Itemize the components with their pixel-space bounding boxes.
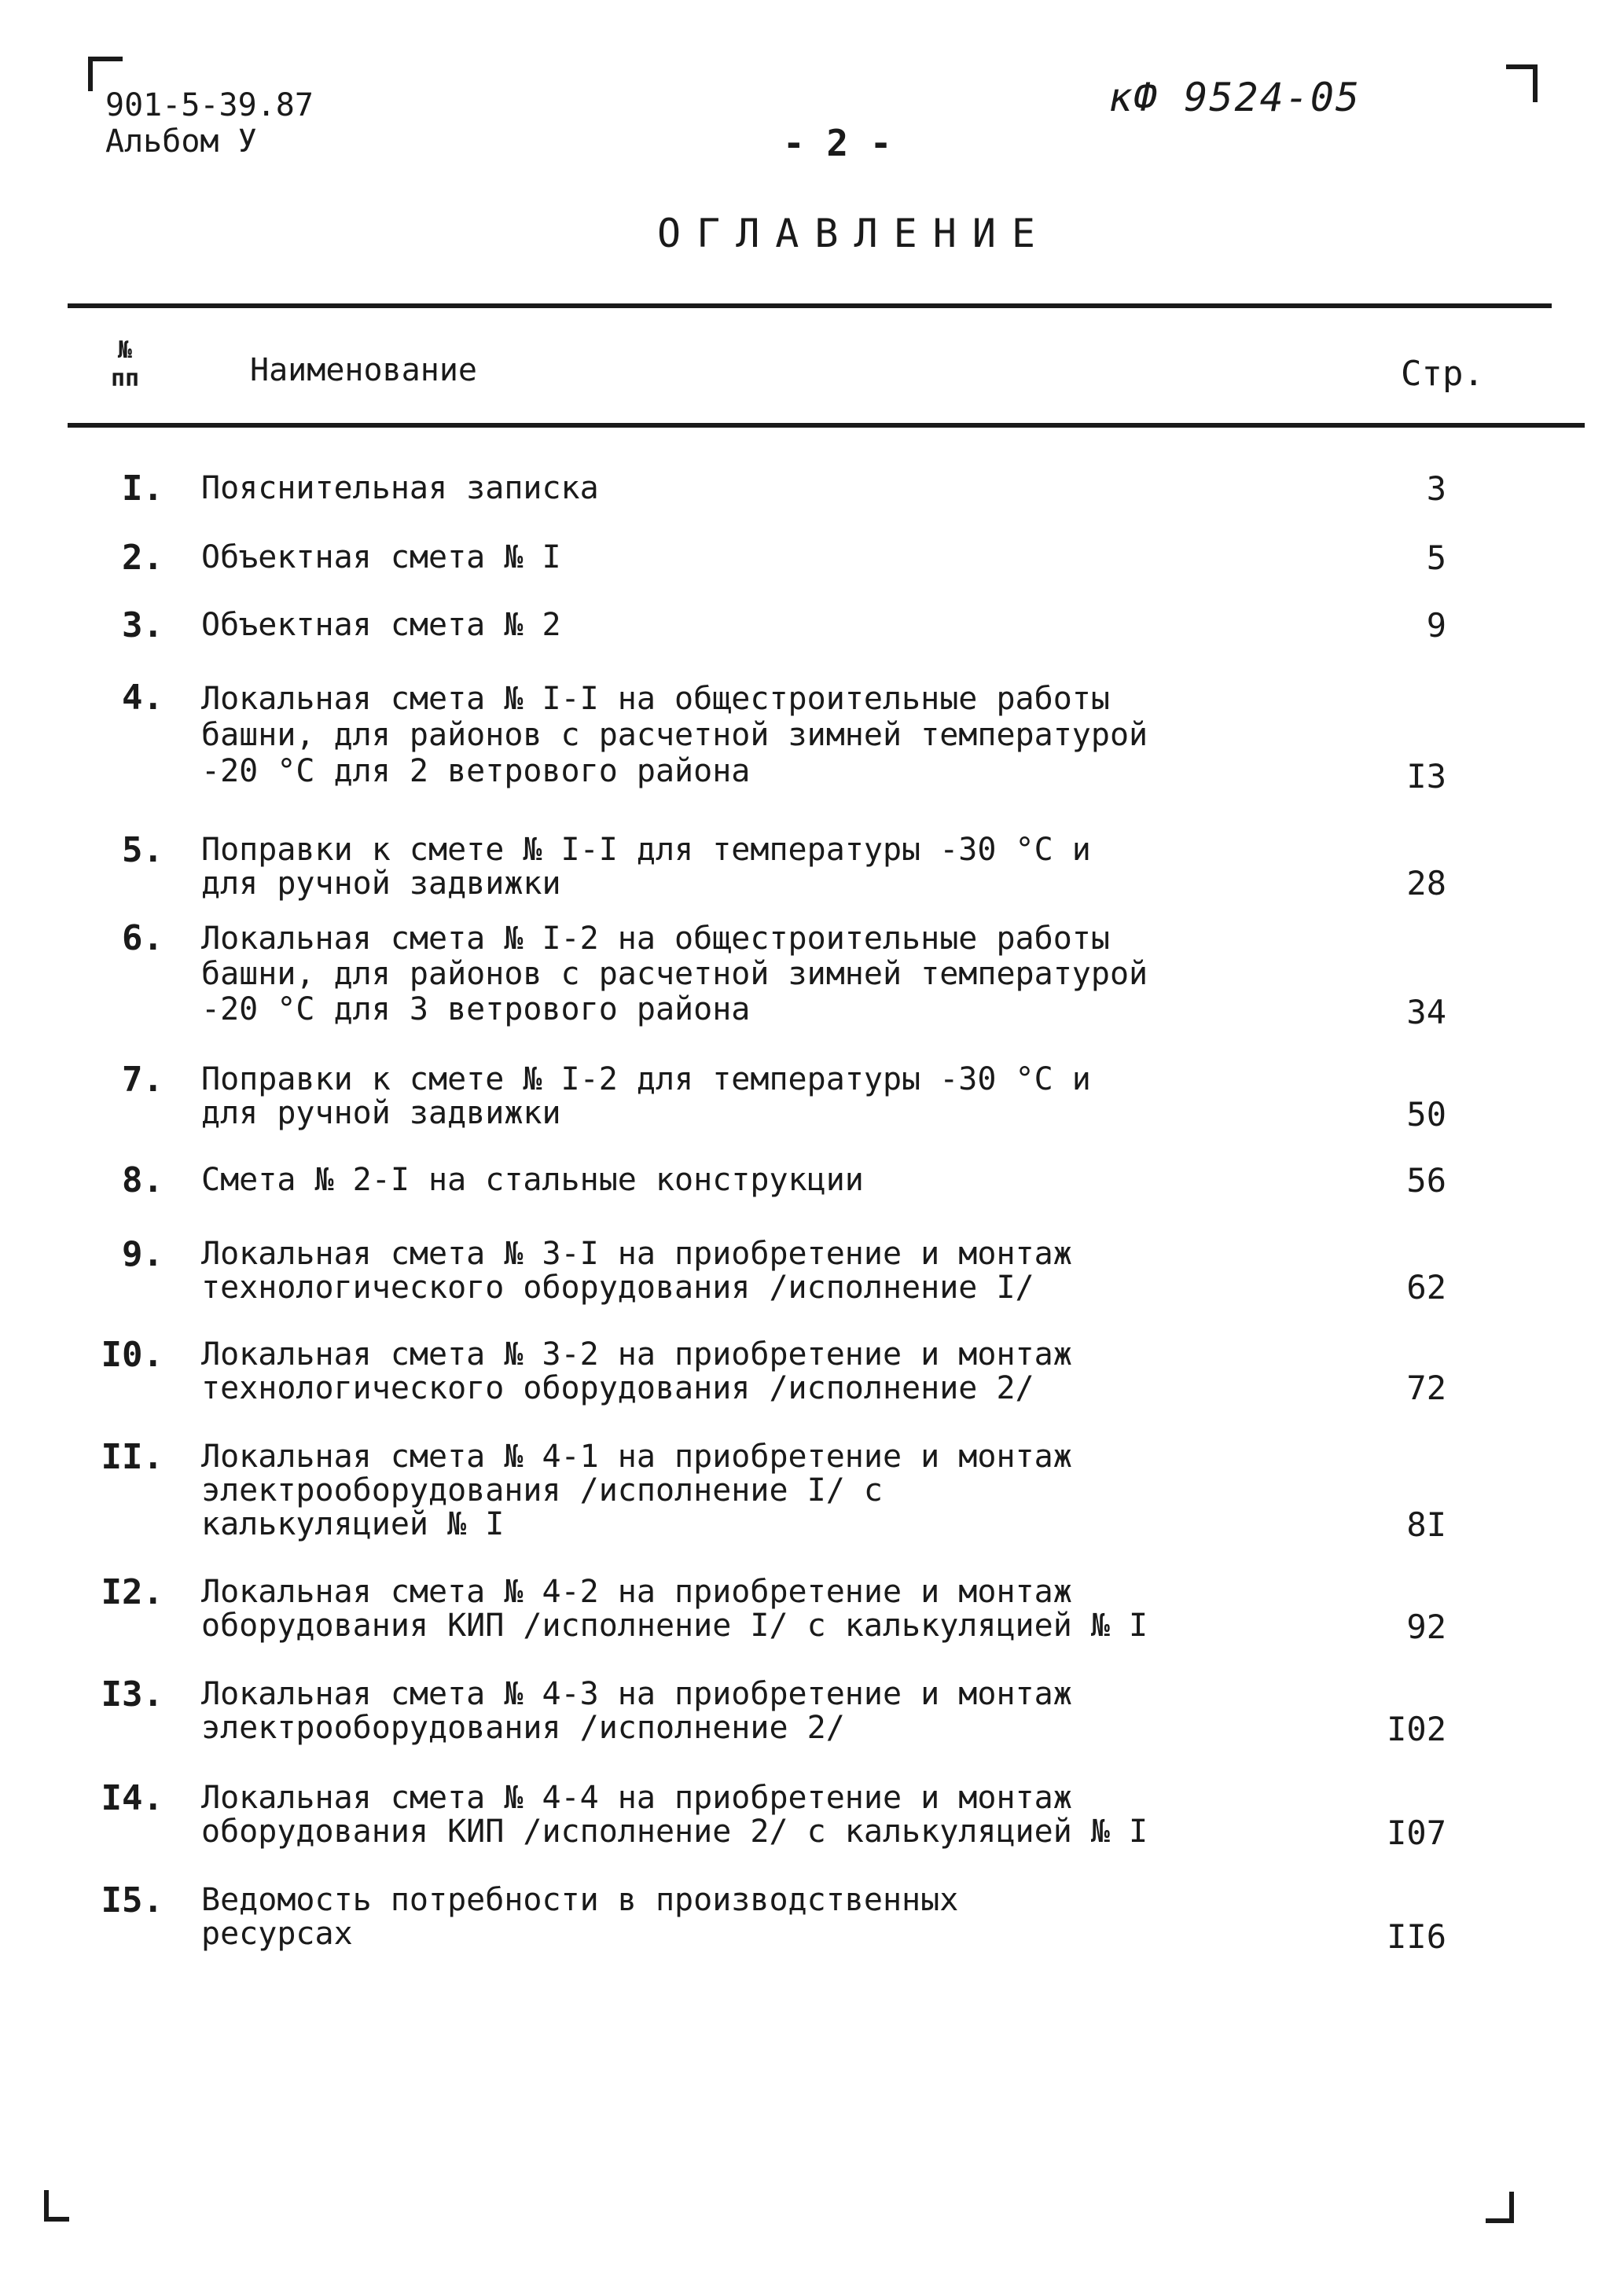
corner-mark-bottom-right bbox=[1486, 2192, 1514, 2223]
entry-page: 9 bbox=[1426, 606, 1446, 645]
entry-page: 8I bbox=[1406, 1505, 1446, 1544]
entry-number: 4. bbox=[122, 678, 164, 718]
table-top-rule bbox=[68, 303, 1552, 308]
entry-page: 5 bbox=[1426, 538, 1446, 577]
entry-title: Пояснительная записка bbox=[201, 470, 599, 506]
entry-number: 7. bbox=[122, 1060, 164, 1100]
document-number: кФ 9524-05 bbox=[1108, 75, 1361, 120]
table-header-rule bbox=[68, 423, 1585, 428]
entry-number: I4. bbox=[101, 1778, 164, 1818]
entry-number: I3. bbox=[101, 1674, 164, 1715]
entry-title: Ведомость потребности в производственных ресурсах bbox=[201, 1882, 959, 1952]
entry-title: Локальная смета № 4-3 на приобретение и монтаж электрооборудования /исполнение 2/ bbox=[201, 1676, 1072, 1746]
column-header-number: № пп bbox=[110, 336, 140, 392]
entry-page: I3 bbox=[1406, 757, 1446, 796]
entry-page: 50 bbox=[1406, 1095, 1446, 1134]
album-label: Альбом У bbox=[105, 123, 257, 160]
entry-number: 6. bbox=[122, 918, 164, 958]
entry-page: 92 bbox=[1406, 1608, 1446, 1646]
entry-title: Локальная смета № I-I на общестроительные работы башни, для районов с расчетной зимней температурой -20 °С для 2 ветрового района bbox=[201, 681, 1148, 789]
entry-number: 9. bbox=[122, 1234, 164, 1274]
entry-title: Объектная смета № I bbox=[201, 539, 561, 575]
entry-number: I2. bbox=[101, 1572, 164, 1612]
corner-mark-bottom-left bbox=[44, 2190, 69, 2222]
entry-number: 3. bbox=[122, 605, 164, 645]
entry-number: I0. bbox=[101, 1335, 164, 1375]
entry-title: Локальная смета № I-2 на общестроительные работы башни, для районов с расчетной зимней температурой -20 °С для 3 ветрового района bbox=[201, 921, 1148, 1027]
column-header-name: Наименование bbox=[250, 352, 477, 388]
entry-page: II6 bbox=[1387, 1917, 1446, 1956]
page-title: ОГЛАВЛЕНИЕ bbox=[657, 211, 1052, 256]
entry-title: Локальная смета № 4-2 на приобретение и монтаж оборудования КИП /исполнение I/ с калькуляцией № I bbox=[201, 1574, 1148, 1644]
corner-mark-top-left bbox=[88, 57, 123, 91]
corner-mark-top-right bbox=[1506, 64, 1538, 102]
entry-number: I. bbox=[122, 469, 164, 509]
entry-title: Поправки к смете № I-2 для температуры -30 °С и для ручной задвижки bbox=[201, 1061, 1091, 1131]
column-header-page: Стр. bbox=[1401, 354, 1484, 394]
entry-title: Объектная смета № 2 bbox=[201, 607, 561, 643]
entry-page: 62 bbox=[1406, 1268, 1446, 1307]
entry-title: Смета № 2-I на стальные конструкции bbox=[201, 1162, 864, 1198]
entry-number: I5. bbox=[101, 1880, 164, 1920]
entry-page: 3 bbox=[1426, 469, 1446, 508]
page-number: - 2 - bbox=[783, 122, 892, 164]
entry-page: I02 bbox=[1387, 1710, 1446, 1748]
entry-page: I07 bbox=[1387, 1814, 1446, 1852]
entry-page: 34 bbox=[1406, 993, 1446, 1031]
entry-page: 56 bbox=[1406, 1161, 1446, 1200]
entry-title: Локальная смета № 3-2 на приобретение и монтаж технологического оборудования /исполнение 2/ bbox=[201, 1336, 1072, 1406]
entry-title: Локальная смета № 3-I на приобретение и монтаж технологического оборудования /исполнение I/ bbox=[201, 1236, 1072, 1306]
entry-page: 28 bbox=[1406, 864, 1446, 902]
project-code: 901-5-39.87 bbox=[105, 87, 314, 123]
entry-page: 72 bbox=[1406, 1369, 1446, 1407]
entry-number: 5. bbox=[122, 830, 164, 870]
entry-title: Локальная смета № 4-4 на приобретение и монтаж оборудования КИП /исполнение 2/ с калькуляцией № I bbox=[201, 1780, 1148, 1850]
entry-number: 2. bbox=[122, 538, 164, 578]
entry-title: Поправки к смете № I-I для температуры -30 °С и для ручной задвижки bbox=[201, 832, 1091, 902]
entry-number: 8. bbox=[122, 1160, 164, 1200]
entry-number: II. bbox=[101, 1437, 164, 1477]
entry-title: Локальная смета № 4-1 на приобретение и монтаж электрооборудования /исполнение I/ с калькуляцией № I bbox=[201, 1439, 1072, 1542]
